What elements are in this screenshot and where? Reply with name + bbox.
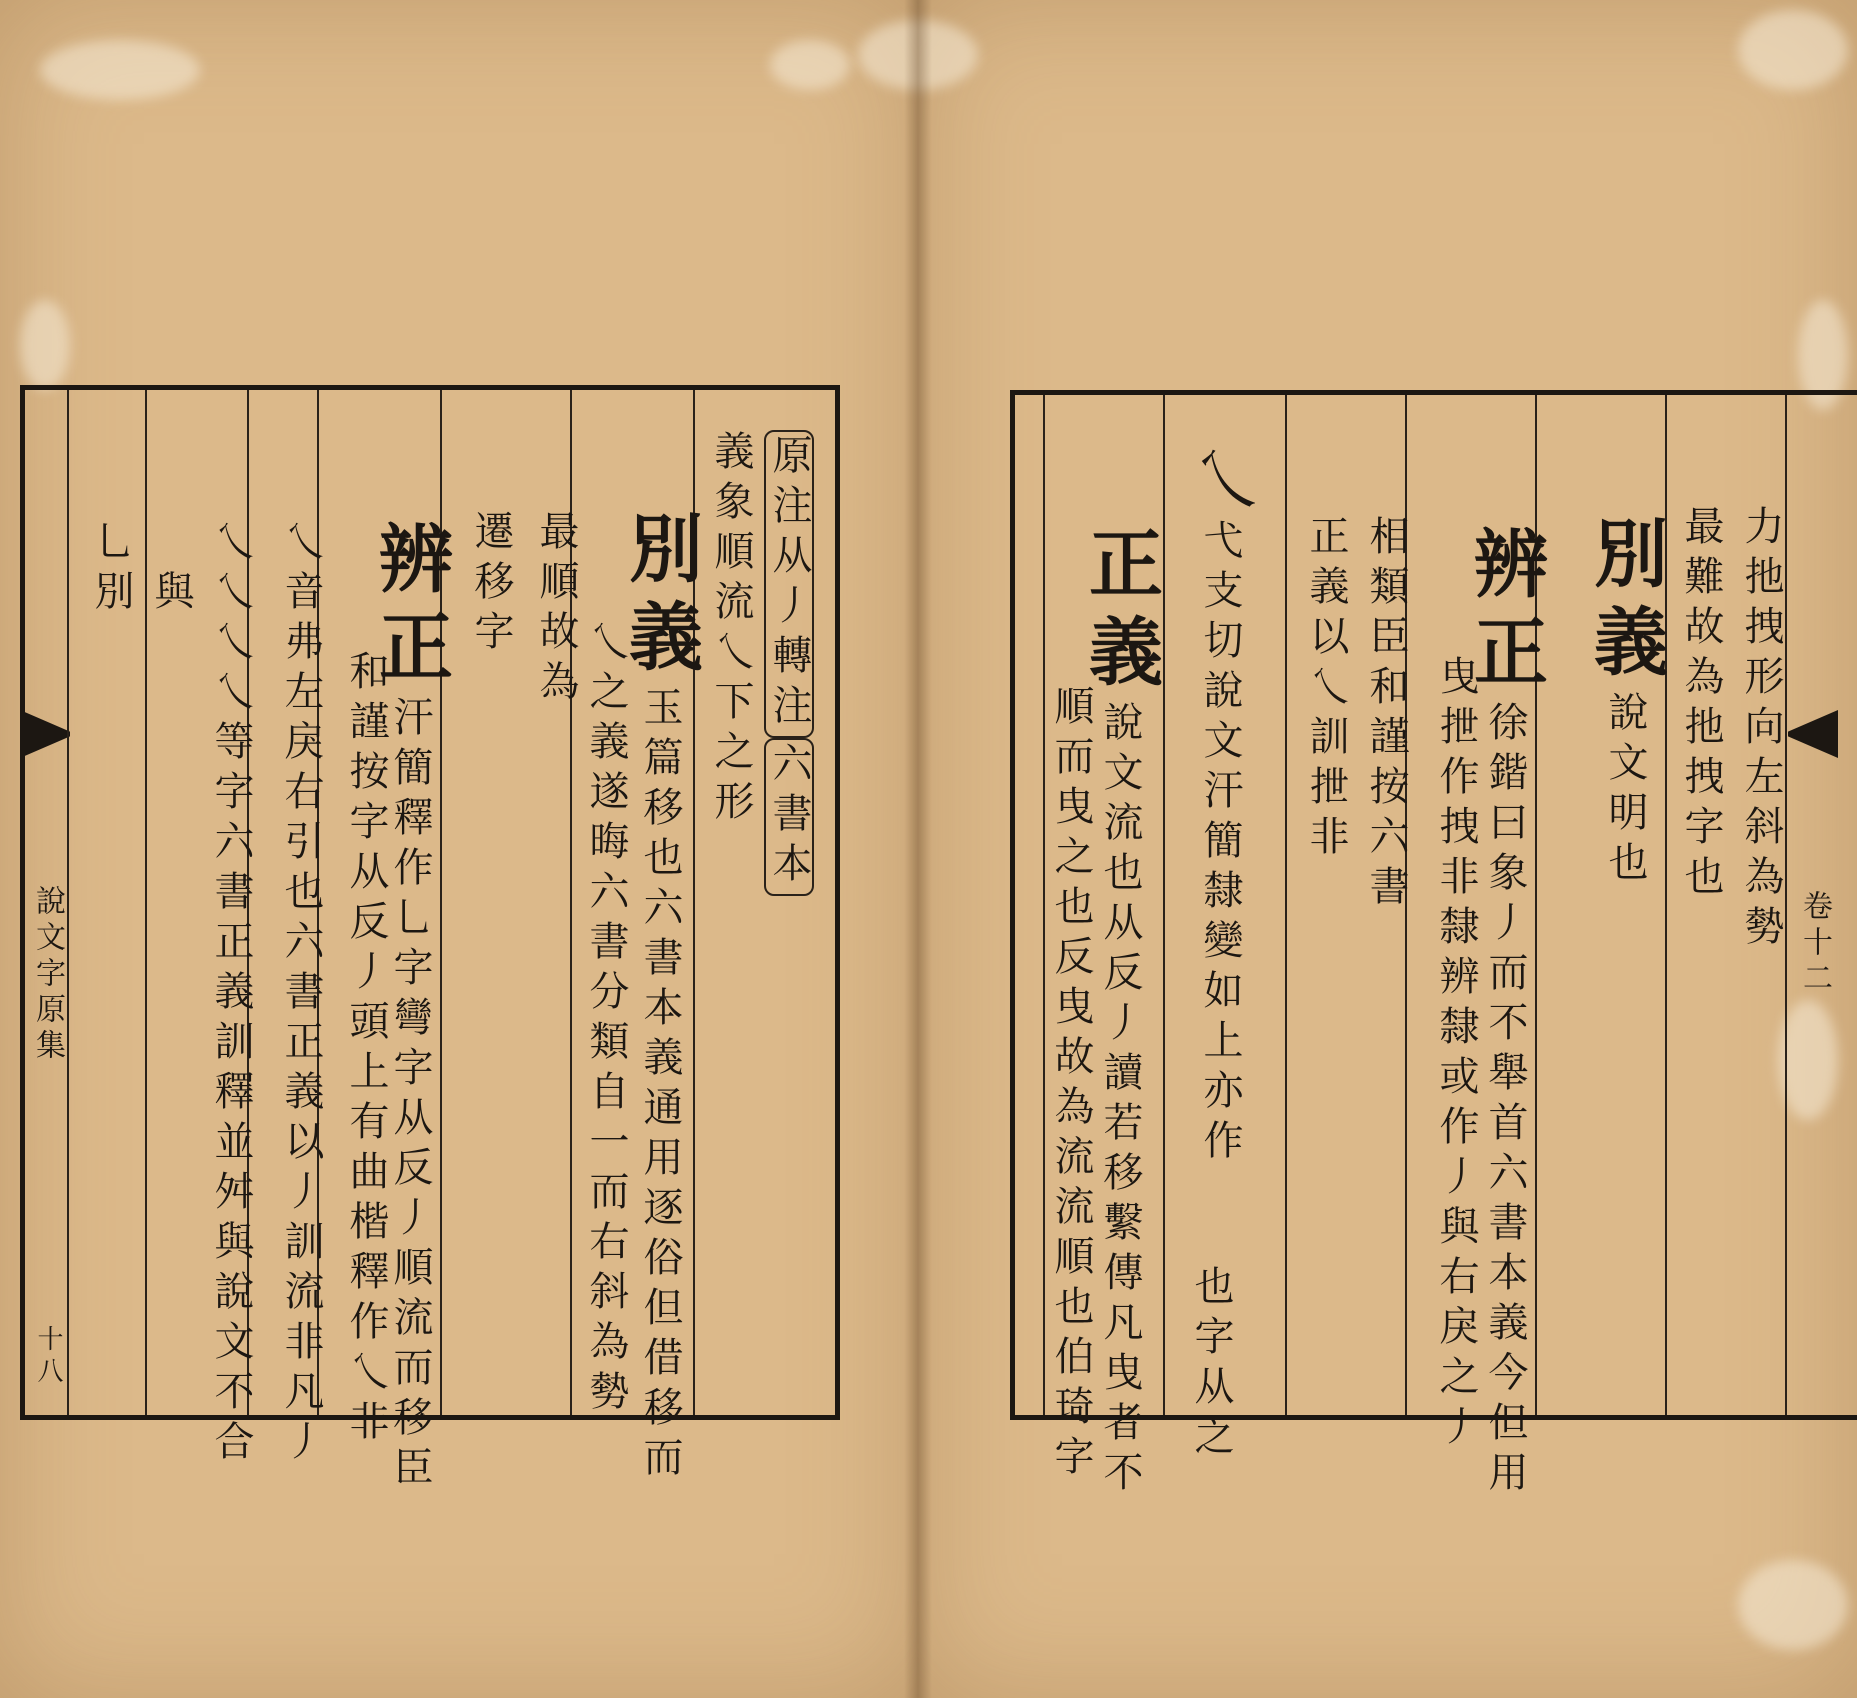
right-col-8 xyxy=(1185,445,1255,1169)
column-text: 汗簡釋作乚字彎字从反丿順流而移臣 xyxy=(387,696,433,1496)
left-col-8: 和謹按字从反丿頭上有曲楷釋作乀非 xyxy=(343,650,389,1450)
right-col-9: 也字从之 xyxy=(1188,1265,1234,1465)
column-text: 說文明也 xyxy=(1602,691,1648,891)
left-col-4: 乀之義遂晦六書分類自一而右斜為勢 xyxy=(583,620,629,1420)
left-col-11: 與 xyxy=(148,570,194,620)
section-heading: 辨正 xyxy=(1462,525,1548,701)
column-text: 說文流也从反丿讀若移繫傳凡曳者不 xyxy=(1097,701,1143,1501)
column-text: 玉篇移也六書本義通用逐俗但借移而 xyxy=(637,686,683,1486)
right-col-5: 曳抴作拽非隸辨隸或作丿與右戾之丿 xyxy=(1433,655,1479,1455)
left-col-3 xyxy=(617,510,703,1486)
left-col-12: 乚別 xyxy=(88,520,134,620)
column-text: 徐鍇曰象丿而不舉首六書本義今但用 xyxy=(1482,701,1528,1501)
column-text: 說文 xyxy=(1197,669,1243,769)
left-col-5: 最順故為 xyxy=(533,510,579,710)
book-title-margin: 說文字原集 xyxy=(30,885,65,1065)
left-page xyxy=(0,0,918,1698)
annotation-label: 六書本 xyxy=(764,738,814,896)
book-gutter xyxy=(904,0,932,1698)
column-text: 弋支切 xyxy=(1197,519,1243,669)
left-col-6: 遷移字 xyxy=(468,510,514,660)
juan-number: 卷十二 xyxy=(1797,890,1832,998)
section-heading: 別義 xyxy=(1582,515,1668,691)
character-entry: 乀 xyxy=(1183,445,1257,519)
right-col-7: 正義以乀訓抴非 xyxy=(1303,515,1349,865)
right-col-3 xyxy=(1582,515,1668,891)
folio-number: 十八 xyxy=(33,1325,63,1389)
section-heading: 正義 xyxy=(1077,525,1163,701)
annotation-label: 原注从丿轉注 xyxy=(764,430,814,738)
left-col-9: 乀音弗左戾右引也六書正義以丿訓流非凡丿 xyxy=(278,520,324,1470)
left-col-1 xyxy=(763,430,815,896)
right-col-11: 順而曳之也反曳故為流流順也伯琦字 xyxy=(1048,685,1094,1485)
right-text-frame xyxy=(1010,390,1857,1501)
right-col-6: 相類臣和謹按六書 xyxy=(1363,515,1409,915)
column-text: 汗簡 xyxy=(1197,769,1243,869)
right-col-2: 最難故為扡拽字也 xyxy=(1678,505,1724,905)
section-heading: 辨正 xyxy=(367,520,453,696)
left-col-10: 乀乀乀乀等字六書正義訓釋並舛與說文不合 xyxy=(208,520,254,1470)
left-text-frame xyxy=(20,385,840,1496)
right-col-1: 力扡拽形向左斜為勢 xyxy=(1738,505,1784,955)
column-text: 隸變如上亦作 xyxy=(1197,869,1243,1169)
section-heading: 別義 xyxy=(617,510,703,686)
left-col-2: 義象順流乀下之形 xyxy=(708,430,754,830)
